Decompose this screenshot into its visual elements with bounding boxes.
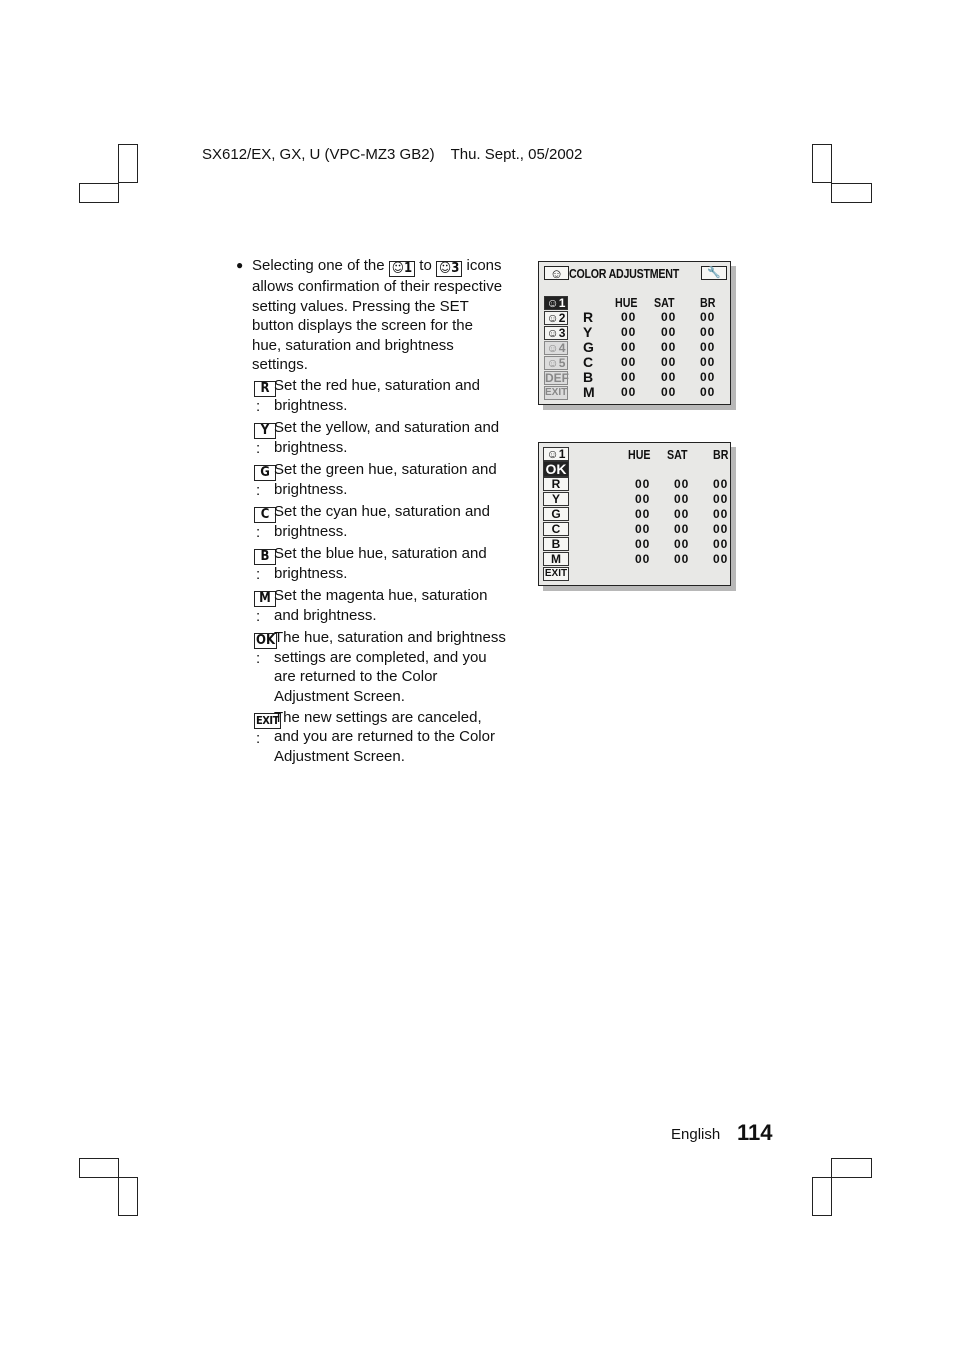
preset-tab-1: ☺1 xyxy=(543,447,569,461)
value-cell: 00 xyxy=(621,370,637,384)
header-br: BR xyxy=(713,447,729,462)
item-text: Set the yellow, and saturation and brightness. xyxy=(274,419,500,456)
value-cell: 00 xyxy=(674,507,690,521)
list-item: Y: Set the yellow, and saturation and brightness. xyxy=(236,418,506,459)
channel-r-button[interactable]: R xyxy=(543,477,569,491)
list-item: OK: The hue, saturation and brightness settings are completed, and you are returned to the Color Adjustment Screen. xyxy=(256,629,506,705)
value-cell: 00 xyxy=(621,310,637,324)
exit-tab[interactable]: EXIT xyxy=(545,387,568,398)
crop-mark-bl-vertical xyxy=(118,1177,138,1216)
item-text: The hue, saturation and brightness settings are completed, and you are returned to the Color Adjustment Screen. xyxy=(274,629,506,705)
channel-y-button[interactable]: Y xyxy=(543,492,569,506)
g-icon: G xyxy=(254,465,276,481)
bullet-paragraph xyxy=(236,256,506,375)
ok-button[interactable]: OK xyxy=(543,461,569,477)
exit-icon: EXIT xyxy=(256,713,279,727)
screen-title: COLOR ADJUSTMENT xyxy=(569,266,679,281)
value-cell: 00 xyxy=(713,507,729,521)
list-item: B: Set the blue hue, saturation and brightness. xyxy=(236,544,506,585)
preset-tab-3[interactable]: ☺3 xyxy=(544,326,568,340)
header-br: BR xyxy=(700,295,716,310)
channel-y: Y xyxy=(583,324,593,340)
value-cell: 00 xyxy=(713,552,729,566)
preset-tab-1[interactable]: ☺1 xyxy=(544,296,568,310)
value-cell: 00 xyxy=(713,537,729,551)
document-header xyxy=(202,146,582,163)
value-cell: 00 xyxy=(621,385,637,399)
header-sat: SAT xyxy=(667,447,688,462)
value-cell: 00 xyxy=(674,552,690,566)
y-icon: Y xyxy=(254,423,276,439)
value-cell: 00 xyxy=(674,522,690,536)
crop-mark-bl-horizontal xyxy=(79,1158,119,1178)
r-icon: R xyxy=(254,381,276,397)
crop-mark-tr-horizontal xyxy=(831,183,872,203)
value-cell: 00 xyxy=(621,355,637,369)
bullet-dot-icon: ● xyxy=(236,258,244,272)
crop-mark-tl-horizontal xyxy=(79,183,119,203)
value-cell: 00 xyxy=(713,477,729,491)
value-cell: 00 xyxy=(674,492,690,506)
palette-3-icon: ☺3 xyxy=(436,261,462,277)
bullet-description: icons allows confirmation of their respective setting values. Pressing the SET button displays the screen for the hue, saturation and brightness settings. xyxy=(252,257,503,373)
value-cell: 00 xyxy=(661,340,677,354)
crop-mark-tl-vertical xyxy=(118,144,138,183)
palette-1-icon: ☺1 xyxy=(389,261,415,277)
value-cell: 00 xyxy=(674,537,690,551)
print-date: Thu. Sept., 05/2002 xyxy=(450,146,583,163)
item-text: Set the cyan hue, saturation and brightness. xyxy=(274,503,490,540)
value-cell: 00 xyxy=(621,325,637,339)
crop-mark-tr-vertical xyxy=(812,144,832,183)
item-text: Set the magenta hue, saturation and brightness. xyxy=(274,587,488,624)
hue-saturation-screen xyxy=(538,442,731,586)
palette-icon: ☺ xyxy=(544,266,569,280)
m-icon: M xyxy=(254,591,276,607)
value-cell: 00 xyxy=(700,355,716,369)
value-cell: 00 xyxy=(700,340,716,354)
header-sat: SAT xyxy=(654,295,675,310)
item-text: The new settings are canceled, and you are returned to the Color Adjustment Screen. xyxy=(274,708,495,765)
color-adjustment-screen xyxy=(538,261,731,405)
value-cell: 00 xyxy=(661,355,677,369)
value-cell: 00 xyxy=(700,370,716,384)
channel-b-button[interactable]: B xyxy=(543,537,569,551)
value-cell: 00 xyxy=(635,492,651,506)
default-tab[interactable]: DEF xyxy=(545,371,569,385)
channel-g-button[interactable]: G xyxy=(543,507,569,521)
ok-icon: OK xyxy=(256,633,276,648)
value-cell: 00 xyxy=(635,522,651,536)
list-item: R: Set the red hue, saturation and brightness. xyxy=(236,376,506,417)
preset-tab-4[interactable]: ☺4 xyxy=(544,341,568,355)
preset-tab-5[interactable]: ☺5 xyxy=(544,356,568,370)
value-cell: 00 xyxy=(635,507,651,521)
channel-m: M xyxy=(583,384,595,400)
b-icon: B xyxy=(254,549,276,565)
header-hue: HUE xyxy=(628,447,651,462)
list-item: C: Set the cyan hue, saturation and brightness. xyxy=(236,502,506,543)
item-text: Set the red hue, saturation and brightness. xyxy=(274,377,480,414)
channel-g: G xyxy=(583,339,594,355)
list-item: M: Set the magenta hue, saturation and brightness. xyxy=(236,586,506,627)
value-cell: 00 xyxy=(661,370,677,384)
language-label: English xyxy=(671,1126,721,1143)
wrench-icon: 🔧 xyxy=(701,266,727,280)
c-icon: C xyxy=(254,507,276,523)
channel-r: R xyxy=(583,309,594,325)
header-hue: HUE xyxy=(615,295,638,310)
to-word: to xyxy=(419,257,432,274)
crop-mark-br-vertical xyxy=(812,1177,832,1216)
value-cell: 00 xyxy=(700,325,716,339)
value-cell: 00 xyxy=(713,492,729,506)
value-cell: 00 xyxy=(661,325,677,339)
value-cell: 00 xyxy=(635,537,651,551)
value-cell: 00 xyxy=(674,477,690,491)
value-cell: 00 xyxy=(700,385,716,399)
channel-m-button[interactable]: M xyxy=(543,552,569,566)
channel-b: B xyxy=(583,369,594,385)
list-item: EXIT: The new settings are canceled, and you are returned to the Color Adjustment Screen. xyxy=(236,708,506,767)
exit-button[interactable]: EXIT xyxy=(544,568,568,579)
channel-c-button[interactable]: C xyxy=(543,522,569,536)
value-cell: 00 xyxy=(635,477,651,491)
item-text: Set the green hue, saturation and brightness. xyxy=(274,461,497,498)
list-item: G: Set the green hue, saturation and brightness. xyxy=(236,460,506,501)
channel-c: C xyxy=(583,354,594,370)
instruction-text xyxy=(236,256,506,766)
item-text: Set the blue hue, saturation and brightness. xyxy=(274,545,487,582)
value-cell: 00 xyxy=(661,310,677,324)
value-cell: 00 xyxy=(635,552,651,566)
value-cell: 00 xyxy=(700,310,716,324)
preset-tab-2[interactable]: ☺2 xyxy=(544,311,568,325)
value-cell: 00 xyxy=(661,385,677,399)
bullet-intro: Selecting one of the xyxy=(252,257,385,274)
page-number: 114 xyxy=(737,1120,773,1145)
value-cell: 00 xyxy=(621,340,637,354)
model-info: SX612/EX, GX, U (VPC-MZ3 GB2) xyxy=(202,146,435,163)
value-cell: 00 xyxy=(713,522,729,536)
crop-mark-br-horizontal xyxy=(831,1158,872,1178)
